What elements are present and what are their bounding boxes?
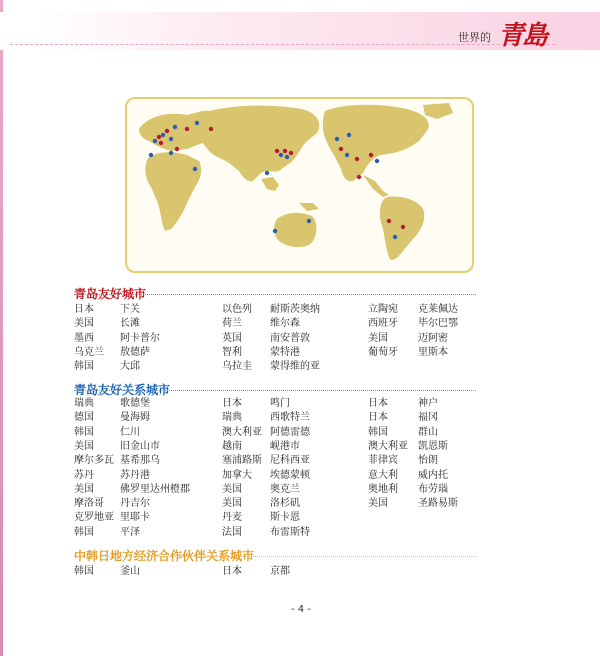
section-title-friendly-cities: 青岛友好关系城市 (74, 383, 171, 397)
city-name: 神户 (418, 398, 438, 409)
city-marker (289, 151, 293, 155)
city-name: 福冈 (418, 412, 438, 424)
southeast-asia-landmass (261, 177, 279, 191)
country-name: 智利 (222, 346, 242, 358)
city-marker (401, 225, 405, 229)
city-marker (345, 153, 349, 157)
country-name: 韩国 (368, 426, 388, 438)
country-name: 摩洛哥 (74, 498, 104, 510)
city-marker (165, 129, 169, 133)
city-name: 布雷斯特 (270, 526, 310, 538)
city-marker (173, 125, 177, 129)
city-name: 岘港市 (270, 440, 300, 452)
city-name: 大邱 (120, 361, 140, 373)
country-name: 德国 (74, 412, 94, 424)
country-name: 美国 (222, 483, 242, 495)
country-name: 塞浦路斯 (222, 455, 262, 467)
city-marker (387, 219, 391, 223)
city-name: 基希那乌 (120, 455, 160, 467)
country-name: 美国 (74, 440, 94, 452)
city-name: 洛杉矶 (270, 498, 300, 510)
city-name: 尼科西亚 (270, 455, 310, 467)
city-name: 阿德雷德 (270, 426, 310, 438)
city-marker (169, 151, 173, 155)
country-name: 加拿大 (222, 469, 252, 481)
section-title-partner-cities: 中韩日地方经济合作伙伴关系城市 (74, 549, 255, 563)
city-marker (175, 147, 179, 151)
country-name: 苏丹 (74, 469, 94, 481)
city-marker (195, 121, 199, 125)
city-marker (285, 155, 289, 159)
city-name: 釜山 (120, 566, 140, 577)
city-marker (159, 141, 163, 145)
city-marker (339, 147, 343, 151)
country-name: 意大利 (368, 469, 398, 481)
country-name: 丹麦 (222, 512, 242, 524)
page-number: - 4 - (291, 604, 311, 615)
city-name: 苏丹港 (120, 469, 150, 481)
city-name: 仁川 (120, 426, 140, 438)
country-name: 墨西 (74, 332, 94, 344)
city-marker (355, 157, 359, 161)
country-name: 瑞典 (74, 398, 94, 409)
header-title: 世界的 (458, 31, 491, 44)
country-name: 法国 (222, 526, 242, 538)
australia-landmass (274, 213, 316, 247)
country-name: 日本 (368, 398, 388, 409)
country-name: 美国 (74, 318, 94, 330)
country-name: 韩国 (74, 361, 94, 373)
world-map-svg (127, 99, 472, 271)
city-name: 威内托 (418, 469, 448, 481)
city-name: 京都 (270, 566, 290, 577)
city-marker (265, 171, 269, 175)
country-name: 澳大利亚 (222, 426, 262, 438)
city-name: 下关 (120, 304, 140, 315)
country-name: 奥地利 (368, 483, 398, 495)
city-name: 里耶卡 (120, 512, 150, 524)
city-name: 耐斯茨奥纳 (270, 304, 320, 315)
city-name: 斯卡恩 (270, 512, 300, 524)
city-marker (347, 133, 351, 137)
country-name: 以色列 (222, 304, 252, 315)
city-name: 奥克兰 (270, 483, 300, 495)
country-name: 美国 (222, 498, 242, 510)
city-name: 毕尔巴鄂 (418, 318, 458, 330)
city-marker (273, 229, 277, 233)
country-name: 韩国 (74, 566, 94, 577)
page-edge-stripe (0, 0, 3, 656)
city-name: 旧金山市 (120, 440, 160, 452)
qingdao-logo: 青島 (498, 21, 547, 51)
country-name: 美国 (74, 483, 94, 495)
city-name: 蒙得维的亚 (270, 361, 320, 373)
country-name: 日本 (222, 566, 242, 577)
city-name: 埃德蒙顿 (270, 469, 310, 481)
country-name: 立陶宛 (368, 304, 398, 315)
country-name: 英国 (222, 332, 242, 344)
city-marker (279, 153, 283, 157)
country-name: 菲律宾 (368, 455, 398, 467)
city-name: 歌德堡 (120, 398, 150, 409)
city-marker (149, 153, 153, 157)
country-name: 美国 (368, 498, 388, 510)
section-rule-friendly-cities (74, 390, 476, 391)
africa-landmass (145, 152, 201, 231)
country-name: 荷兰 (222, 318, 242, 330)
city-name: 长滩 (120, 318, 140, 330)
country-name: 澳大利亚 (368, 440, 408, 452)
city-name: 克莱佩达 (418, 304, 458, 315)
city-name: 丹吉尔 (120, 498, 150, 510)
city-marker (169, 137, 173, 141)
continents (139, 103, 453, 260)
city-name: 曼海姆 (120, 412, 150, 424)
city-marker (153, 139, 157, 143)
country-name: 葡萄牙 (368, 346, 398, 358)
world-map (125, 97, 474, 273)
city-name: 敖德萨 (120, 346, 150, 358)
city-name: 平泽 (120, 526, 140, 538)
city-marker (193, 167, 197, 171)
city-name: 维尔森 (270, 318, 300, 330)
city-marker (357, 175, 361, 179)
city-name: 凯恩斯 (418, 440, 448, 452)
country-name: 日本 (368, 412, 388, 424)
city-marker (307, 219, 311, 223)
city-name: 南安普敦 (270, 332, 310, 344)
city-name: 布劳瑙 (418, 483, 448, 495)
asia-landmass (196, 106, 320, 182)
section-title-sister-cities: 青岛友好城市 (74, 287, 147, 301)
city-name: 佛罗里达州橙郡 (120, 483, 190, 495)
city-name: 蒙特港 (270, 346, 300, 358)
country-name: 韩国 (74, 526, 94, 538)
country-name: 瑞典 (222, 412, 242, 424)
city-marker (375, 159, 379, 163)
city-marker (283, 149, 287, 153)
city-name: 里斯本 (418, 346, 448, 358)
section-rule-sister-cities (74, 294, 476, 295)
city-name: 圣路易斯 (418, 498, 458, 510)
country-name: 摩尔多瓦 (74, 455, 114, 467)
country-name: 日本 (74, 304, 94, 315)
city-marker (335, 137, 339, 141)
north-america-landmass (323, 105, 429, 182)
new-guinea-landmass (299, 203, 319, 211)
city-name: 迈阿密 (418, 332, 448, 344)
city-marker (157, 135, 161, 139)
country-name: 美国 (368, 332, 388, 344)
country-name: 克罗地亚 (74, 512, 114, 524)
city-marker (369, 153, 373, 157)
city-marker (393, 235, 397, 239)
city-marker (185, 127, 189, 131)
city-marker (209, 127, 213, 131)
central-america-landmass (363, 175, 389, 197)
country-name: 西班牙 (368, 318, 398, 330)
country-name: 乌克兰 (74, 346, 104, 358)
greenland-landmass (423, 103, 453, 119)
city-name: 鸣门 (270, 398, 290, 409)
country-name: 越南 (222, 440, 242, 452)
city-name: 怡朗 (418, 455, 438, 467)
country-name: 乌拉圭 (222, 361, 252, 373)
city-name: 西歌特兰 (270, 412, 310, 424)
city-marker (275, 149, 279, 153)
city-name: 群山 (418, 426, 438, 438)
country-name: 日本 (222, 398, 242, 409)
country-name: 韩国 (74, 426, 94, 438)
section-rule-partner-cities (74, 556, 476, 557)
city-name: 阿卡普尔 (120, 332, 160, 344)
city-marker (161, 133, 165, 137)
